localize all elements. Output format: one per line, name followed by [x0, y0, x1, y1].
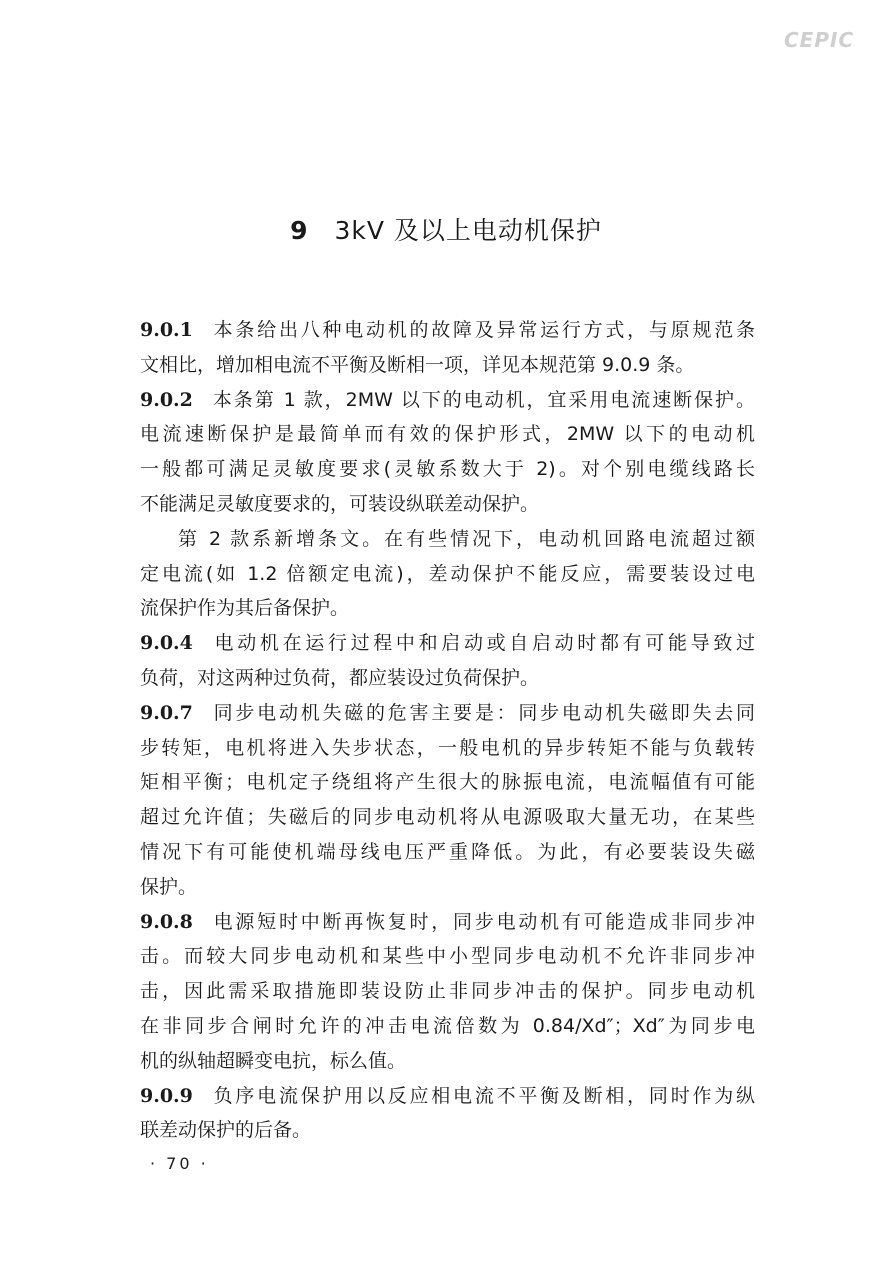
clause-paragraph: [140, 696, 755, 905]
text-line: [140, 870, 755, 905]
line-text: 保护。: [140, 875, 198, 898]
cepic-watermark-logo: CEPIC: [784, 28, 855, 52]
clause-number: 9.0.1: [140, 319, 193, 341]
clause-number: 9.0.9: [140, 1084, 193, 1107]
line-text: 一般都可满足灵敏度要求(灵敏系数大于 2)。对个别电缆线路长: [140, 458, 755, 481]
text-line: [140, 800, 755, 835]
clause-paragraph: [140, 1079, 755, 1149]
text-line: [140, 765, 755, 800]
text-line: [140, 383, 755, 418]
text-line: [140, 591, 755, 626]
text-line: [140, 557, 755, 592]
line-text: 击。而较大同步电动机和某些中小型同步电动机不允许非同步冲: [140, 945, 755, 968]
chapter-title: [0, 214, 892, 248]
line-text: 不能满足灵敏度要求的，可装设纵联差动保护。: [140, 492, 540, 515]
text-line: [140, 452, 755, 487]
text-line: [140, 696, 755, 731]
text-line: [140, 1044, 755, 1079]
text-line: [140, 313, 755, 348]
line-text: 击，因此需采取措施即装设防止非同步冲击的保护。同步电动机: [140, 980, 755, 1003]
text-line: [140, 731, 755, 766]
clause-paragraph: [140, 383, 755, 522]
line-text: 本条第 1 款，2MW 以下的电动机，宜采用电流速断保护。: [210, 388, 755, 411]
line-text: 文相比，增加相电流不平衡及断相一项，详见本规范第 9.0.9 条。: [140, 353, 695, 376]
line-text: 定电流(如 1.2 倍额定电流)，差动保护不能反应，需要装设过电: [140, 562, 755, 585]
text-line: [140, 835, 755, 870]
line-text: 步转矩，电机将进入失步状态，一般电机的异步转矩不能与负载转: [140, 736, 755, 759]
line-text: 负序电流保护用以反应相电流不平衡及断相，同时作为纵: [210, 1084, 755, 1107]
line-text: 矩相平衡；电机定子绕组将产生很大的脉振电流，电流幅值有可能: [140, 771, 755, 794]
chapter-title-text: 3kV 及以上电动机保护: [334, 216, 602, 245]
text-line: [140, 1009, 755, 1044]
page-number: · 70 ·: [150, 1154, 209, 1174]
text-line: [140, 1079, 755, 1114]
document-body: [140, 313, 755, 1148]
clause-number: 9.0.8: [140, 910, 193, 933]
text-line: [140, 661, 755, 696]
line-text: 第 2 款系新增条文。在有些情况下，电动机回路电流超过额: [178, 527, 755, 550]
text-line: [140, 626, 755, 661]
clause-number: 9.0.7: [140, 701, 193, 724]
text-line: [140, 487, 755, 522]
line-text: 本条给出八种电动机的故障及异常运行方式，与原规范条: [210, 319, 755, 341]
line-text: 流保护作为其后备保护。: [140, 597, 350, 620]
line-text: 负荷，对这两种过负荷，都应装设过负荷保护。: [140, 666, 540, 689]
text-line: [140, 905, 755, 940]
clause-paragraph: [140, 905, 755, 1079]
text-line: [140, 1113, 755, 1148]
chapter-number: 9: [290, 216, 309, 245]
clause-paragraph: [140, 522, 755, 626]
clause-paragraph: [140, 313, 755, 383]
clause-number: 9.0.2: [140, 388, 193, 411]
text-line: [140, 348, 755, 383]
clause-paragraph: [140, 626, 755, 696]
line-text: 电流速断保护是最简单而有效的保护形式，2MW 以下的电动机: [140, 423, 755, 446]
line-text: 情况下有可能使机端母线电压严重降低。为此，有必要装设失磁: [140, 840, 755, 863]
line-text: 机的纵轴超瞬变电抗，标么值。: [140, 1049, 407, 1072]
line-text: 在非同步合闸时允许的冲击电流倍数为 0.84/Xd″；Xd″为同步电: [140, 1014, 755, 1037]
line-text: 电源短时中断再恢复时，同步电动机有可能造成非同步冲: [210, 910, 755, 933]
clause-number: 9.0.4: [140, 632, 193, 655]
line-text: 超过允许值；失磁后的同步电动机将从电源吸取大量无功，在某些: [140, 806, 755, 829]
line-text: 联差动保护的后备。: [140, 1119, 312, 1142]
text-line: [140, 522, 755, 557]
line-text: 同步电动机失磁的危害主要是：同步电动机失磁即失去同: [210, 701, 755, 724]
line-text: 电动机在运行过程中和启动或自启动时都有可能导致过: [210, 632, 755, 655]
text-line: [140, 939, 755, 974]
text-line: [140, 417, 755, 452]
text-line: [140, 974, 755, 1009]
